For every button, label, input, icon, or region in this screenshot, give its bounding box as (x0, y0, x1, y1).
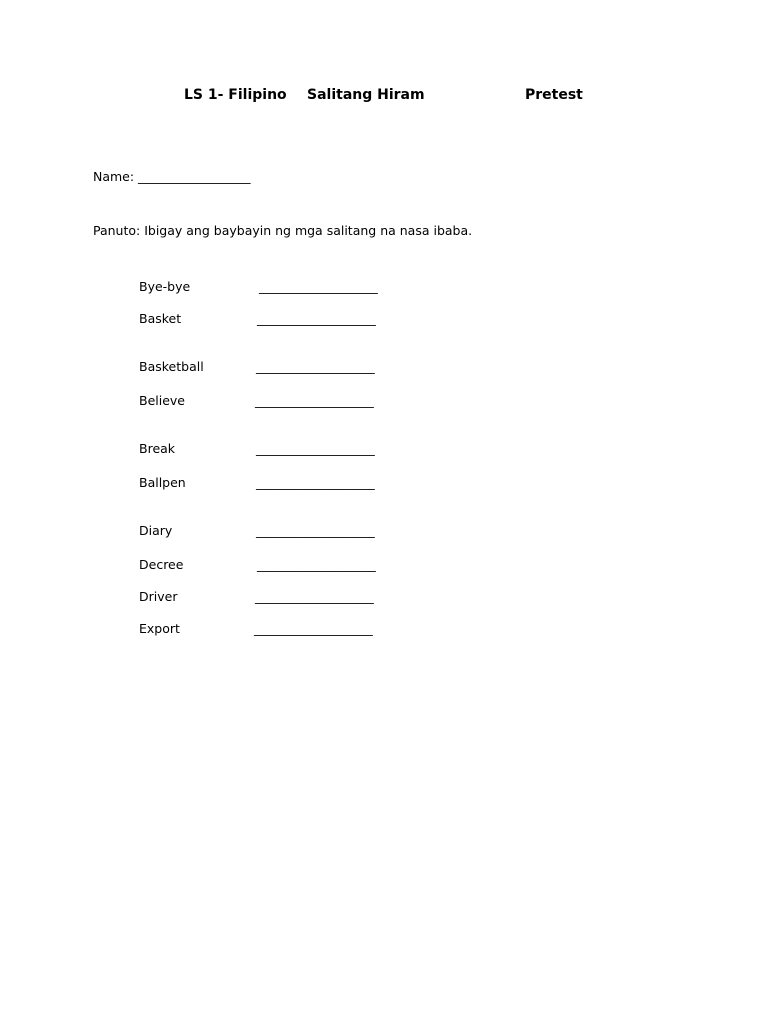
answer-blank: ___________________ (256, 359, 375, 374)
answer-blank: ___________________ (254, 621, 373, 636)
name-field-line: Name: __________________ (93, 169, 251, 184)
item-word: Bye-bye (139, 279, 191, 294)
answer-blank: ___________________ (256, 475, 375, 490)
answer-blank: ___________________ (259, 279, 378, 294)
item-word: Ballpen (139, 475, 186, 490)
item-word: Break (139, 441, 176, 456)
item-word: Basket (139, 311, 182, 326)
answer-blank: ___________________ (255, 393, 374, 408)
item-word: Export (139, 621, 180, 636)
header-subject: LS 1- Filipino (184, 87, 287, 103)
answer-blank: ___________________ (255, 589, 374, 604)
item-word: Decree (139, 557, 184, 572)
instructions-text: Panuto: Ibigay ang baybayin ng mga salitang na nasa ibaba. (93, 223, 473, 238)
header-topic: Salitang Hiram (307, 87, 425, 103)
item-word: Diary (139, 523, 173, 538)
item-word: Basketball (139, 359, 204, 374)
header-test-type: Pretest (525, 87, 583, 103)
answer-blank: ___________________ (257, 557, 376, 572)
item-word: Driver (139, 589, 178, 604)
item-word: Believe (139, 393, 185, 408)
answer-blank: ___________________ (256, 523, 375, 538)
answer-blank: ___________________ (256, 441, 375, 456)
answer-blank: ___________________ (257, 311, 376, 326)
